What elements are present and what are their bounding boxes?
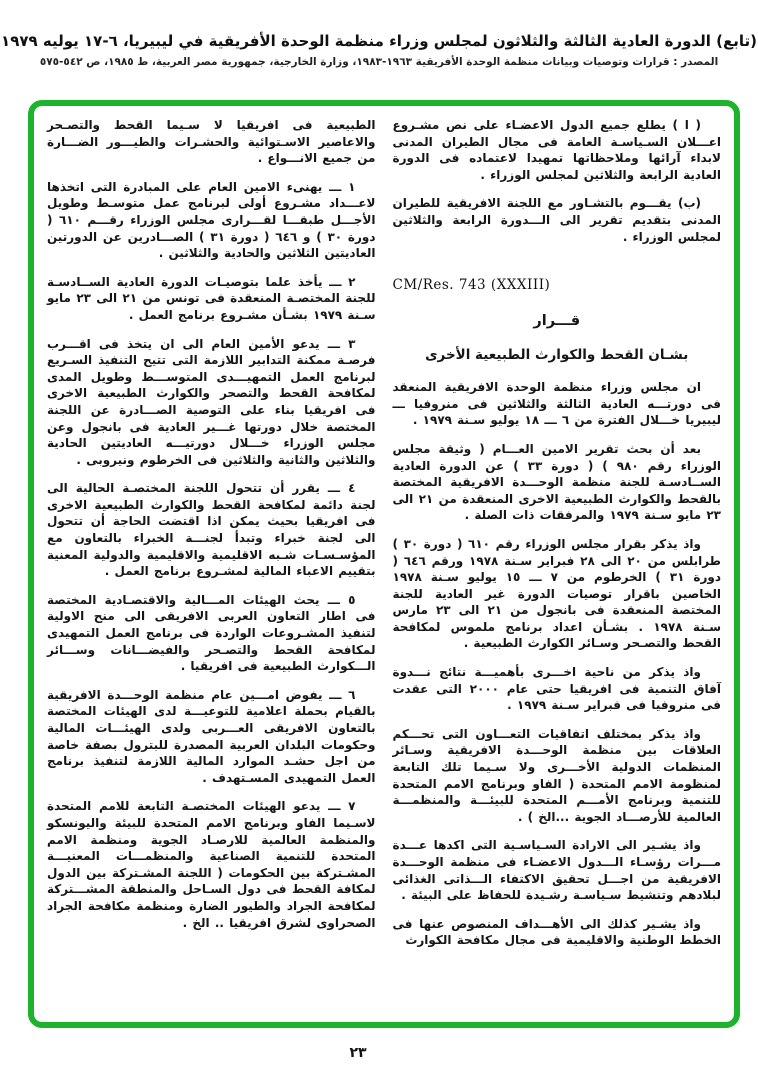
- page-footer: [0, 1042, 716, 1061]
- paragraph: واذ يشـير الى الارادة السـياسـية التى اكدها عـــدة مـــرات رؤسـاء الـــدول الاعضـاء فى منظمة الوحـــدة الافريقية من اجـــل تحقيق الاكتفاء الـــذاتى الغذائى لبلادهم وتنشيط سـياسـة رشـيدة للحفاظ على البيئة .: [392, 838, 721, 903]
- page-header: [0, 30, 758, 68]
- paragraph: الطبيعية فى افريقيا لا سـيما القحط والتصـحر والاعاصير الاسـتوائية والحشـرات والطيـــور الضـــارة من جميع الانـــواع .: [47, 118, 376, 166]
- paragraph-item-a: ( ا ) يطلع جميع الدول الاعضـاء على نص مشـروع اعـــلان السـياسـة العامة فى مجال الطيران المدنى لابداء آرائها وملاحظاتها تمهيدا لاعتماده فى الدورة العادية الرابعة والثلاثين لمجلس الوزراء .: [392, 118, 721, 182]
- paragraph: ٣ ـــ يدعو الأمين العام الى ان يتخذ فى اقـــرب فرصـة ممكنة التدابير اللازمة التى تتيح التنفيذ السـريع لبرنامج العمل التمهيـــدى المتوســـط وطويل المدى لمكافحة القحط والتصحر والكوارث الطبيعية الاخرى فى افريقيا بناء على التوصية الصـــادرة عن اللجنة المختصة خلال دورتها غـــير العادية فى بانجول وعن مجلس الوزراء خـــلال دورتيـــه العاديتين الحادية والثلاثين والثانية والثلاثين فى الخرطوم ونيروبى .: [47, 336, 376, 467]
- paragraph: واذ يذكر بقرار مجلس الوزراء رقم ٦١٠ ( دورة ٣٠ ) طرابلس من ٢٠ الى ٢٨ فبراير سـنة ١٩٧٨ ورقم ٦٤٦ ( دورة ٣١ ) الخرطوم من ٧ ـــ ١٥ يوليو سـنة ١٩٧٨ الخاصين باقرار توصيات الدورة غير العادية للجنة المختصة المنعقدة فى بانجول من ٢١ الى ٢٣ مارس سـنة ١٩٧٨ . بشـأن اعداد برنامج ملموس لمكافحة القحط والتصـحر وسـائر الكوارث الطبيعية .: [392, 536, 721, 651]
- two-column-content: [34, 106, 734, 1022]
- document-frame: [28, 100, 740, 1028]
- paragraph: واذ يشـير كذلك الى الأهـــداف المنصوص عنها فى الخطط الوطنية والاقليمية فى مجال مكافحة الكوارث: [392, 916, 721, 948]
- paragraph: ٤ ـــ يقرر أن تتحول اللجنة المختصـة الحالية الى لجنة دائمة لمكافحة القحط والكوارث الطبيعية الاخرى فى افريقيا بحيث يمكن اذا اقتضت الحاجة أن تتحول الى لجنة خبراء وتبدأ لجنـــة الخبراء بالتعاون مع المؤسـسـات شـبه الاقليمية والاقليمية والدولية المعنية بتقييم الاعباء المالية لمشـروع برنامج العمل .: [47, 481, 376, 579]
- column-right: [393, 117, 722, 1014]
- paragraph: ١ ـــ يهنىء الامين العام على المبادرة التى اتخذها لاعـــداد مشـروع أولى لبرنامج عمل متوسـط وطويل الأجـــل طبقـــا لقـــرارى مجلس الوزراء رقـــم ٦١٠ ( دورة ٣٠ ) و ٦٤٦ ( دورة ٣١ ) الصـــادرين عن الدورتين العاديتين الثلاثين والحادية والثلاثين .: [47, 179, 376, 261]
- paragraph: واذ يذكر من ناحية اخـــرى بأهميـــة نتائج نـــدوة آفاق التنمية فى افريقيا حتى عام ٢٠٠٠ التى عقدت فى منروفيا فى فبراير سـنة ١٩٧٩ .: [392, 665, 722, 713]
- paragraph: ان مجلس وزراء منظمة الوحدة الافريقية المنعقد فى دورتـــه العادية الثالثة والثلاثين فى منروفيا ـــ ليبيريا خـــلال الفترة من ٦ ـــ ١٨ يوليو سـنة ١٩٧٩ .: [392, 380, 721, 428]
- paragraph: واذ يذكر بمختلف اتفاقيات التعـــاون التى تحـــكم العلاقات بين منظمة الوحـــدة الافريقية وسـائر المنظمات الدولية الأخـــرى ولا سـيما تلك التابعة لمنظومة الامم المتحدة ( الفاو وبرنامج الامم المتحدة للتنمية وبرنامج الأمـــم المتحدة للبيئـــة والمنظمـــة العالمية للأرصـــاد الجوية ...الخ ) .: [392, 726, 721, 824]
- header-source-line: المصدر : قرارات وتوصيات وبيانات منظمة الوحدة الأفريقية ١٩٦٣-١٩٨٣، وزارة الخارجية، جمهورية مصر العربية، ط ١٩٨٥، ص ٥٤٢-٥٧٥: [39, 56, 719, 68]
- paragraph: ٧ ـــ يدعو الهيئات المختصـة التابعة للامم المتحدة لاسـيما الفاو وبرنامج الامم المتحدة للبيئة واليونسكو والمنظمة العالمية للارصـاد الجوية ومنظمة الامم المتحدة للتنمية الصناعية والمنظمـــات المعنيـــة المشـتركة بين الحكومات ( اللجنة المشـتركة بين الدول لمكافة القحط فى دول السـاحل والمنطقة المشـــتركة لمكافحة الجراد والطيور الضارة ومنظمة مكافحة الجراد الصحراوى لشرق افريقيا .. الخ .: [47, 799, 376, 930]
- resolution-reference: CM/Res. 743 (XXXIII): [392, 277, 551, 294]
- page-number: ٢٣: [349, 1045, 367, 1061]
- paragraph: ٦ ـــ يفوض امـــين عام منظمة الوحـــدة الافريقية بالقيام بحملة اعلامية للتوعيـــة لدى الهيئات المختصة بالتعاون الافريقى العـــربى ولدى الهيئـــات المالية وحكومات البلدان العربية المصدرة للبترول بصفة خاصة من اجل حشـد الموارد المالية اللازمة لتنفيذ برنامج العمل التمهيدى المسـتهدف .: [47, 687, 376, 785]
- header-title: (تابع) الدورة العادية الثالثة والثلاثون لمجلس وزراء منظمة الوحدة الأفريقية في ليبيريا، ٦-١٧ يوليه ١٩٧٩: [1, 32, 757, 50]
- paragraph-item-b: (ب) يقـــوم بالتشـاور مع اللجنة الافريقية للطيران المدنى بتقديم تقرير الى الـــدورة الرابعة والثلاثين لمجلس الوزراء .: [392, 196, 721, 244]
- resolution-subject: بشـان القحط والكوارث الطبيعية الأخرى: [425, 347, 689, 364]
- paragraph: بعد أن بحث تقرير الامين العـــام ( وثيقة مجلس الوزراء رقم ٩٨٠ ) ( دورة ٣٣ ) عن الدورة العادية الســادسـة للجنة منظمة الوحـــدة الافريقية المختصة بالقحط والكوارث الطبيعية الاخرى المنعقدة من ٢١ الى ٢٣ مايو سـنة ١٩٧٩ والمرفقات ذات الصلة .: [392, 441, 721, 523]
- resolution-heading: قـــرار: [533, 313, 581, 330]
- column-left: [47, 117, 376, 1014]
- paragraph: ٢ ـــ يأخذ علما بتوصيـات الدورة العادية الســادسـة للجنة المختصـة المنعقدة فى تونس من ٢١ الى ٢٣ مايو سـنة ١٩٧٩ بشـأن مشـروع برنامج العمل .: [47, 274, 376, 322]
- paragraph: ٥ ـــ يحث الهيئات المـــالية والاقتصـادية المختصة فى اطار التعاون العربى الافريقى الى منح الاولية لتنفيذ المشـروعات الواردة فى برنامج العمل التمهيدى لمكافحة القحط والتصـحر والفيضـــانات وســـائر الـــكوارث الطبيعية فى افريقيا .: [47, 592, 376, 674]
